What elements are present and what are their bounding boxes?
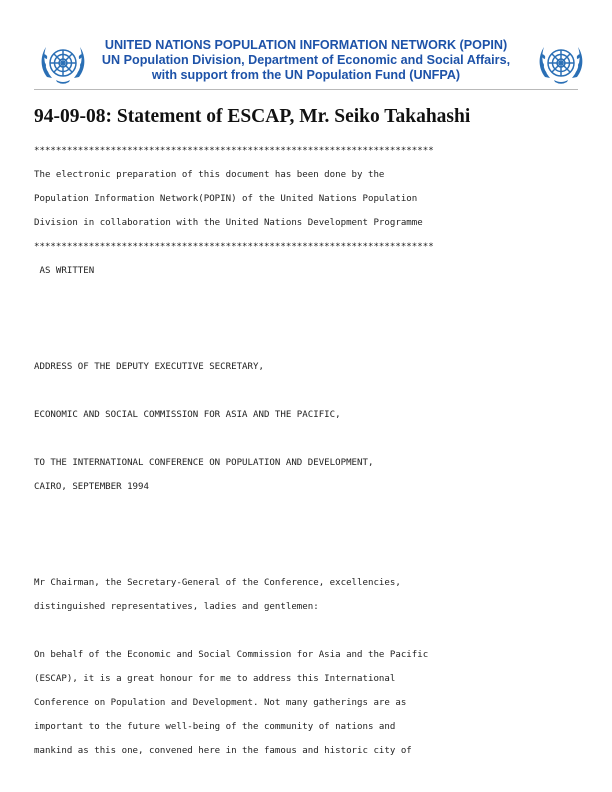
paragraph-line-5: mankind as this one, convened here in the famous and historic city of	[34, 746, 412, 756]
paragraph-line-2: (ESCAP), it is a great honour for me to address this International	[34, 674, 396, 684]
stars-divider-top: *************************************************************************	[34, 146, 434, 156]
paragraph-line-3: Conference on Population and Development. Not many gatherings are as	[34, 698, 407, 708]
un-emblem-icon	[536, 38, 586, 88]
header-text	[92, 38, 520, 83]
address-line-4: CAIRO, SEPTEMBER 1994	[34, 482, 149, 492]
un-emblem-icon	[38, 38, 88, 88]
header-divider	[34, 89, 578, 90]
popin-header	[34, 34, 578, 90]
as-written-label: AS WRITTEN	[34, 266, 95, 276]
stars-divider-bottom: *************************************************************************	[34, 242, 434, 252]
prep-line-2: Population Information Network(POPIN) of the United Nations Population	[34, 194, 418, 204]
greeting-line-2: distinguished representatives, ladies and gentlemen:	[34, 602, 319, 612]
paragraph-line-1: On behalf of the Economic and Social Commission for Asia and the Pacific	[34, 650, 429, 660]
address-line-3: TO THE INTERNATIONAL CONFERENCE ON POPULATION AND DEVELOPMENT,	[34, 458, 374, 468]
address-line-2: ECONOMIC AND SOCIAL COMMISSION FOR ASIA AND THE PACIFIC,	[34, 410, 341, 420]
header-line-2: UN Population Division, Department of Economic and Social Affairs,	[101, 53, 511, 67]
prep-line-1: The electronic preparation of this document has been done by the	[34, 170, 385, 180]
greeting-line-1: Mr Chairman, the Secretary-General of the Conference, excellencies,	[34, 578, 401, 588]
header-line-3: with support from the UN Population Fund (UNFPA)	[151, 68, 461, 82]
address-line-1: ADDRESS OF THE DEPUTY EXECUTIVE SECRETARY,	[34, 362, 264, 372]
header-line-1: UNITED NATIONS POPULATION INFORMATION NETWORK (POPIN)	[104, 38, 508, 52]
paragraph-line-4: important to the future well-being of the community of nations and	[34, 722, 396, 732]
page-title: 94-09-08: Statement of ESCAP, Mr. Seiko Takahashi	[34, 106, 471, 127]
prep-line-3: Division in collaboration with the United Nations Development Programme	[34, 218, 423, 228]
